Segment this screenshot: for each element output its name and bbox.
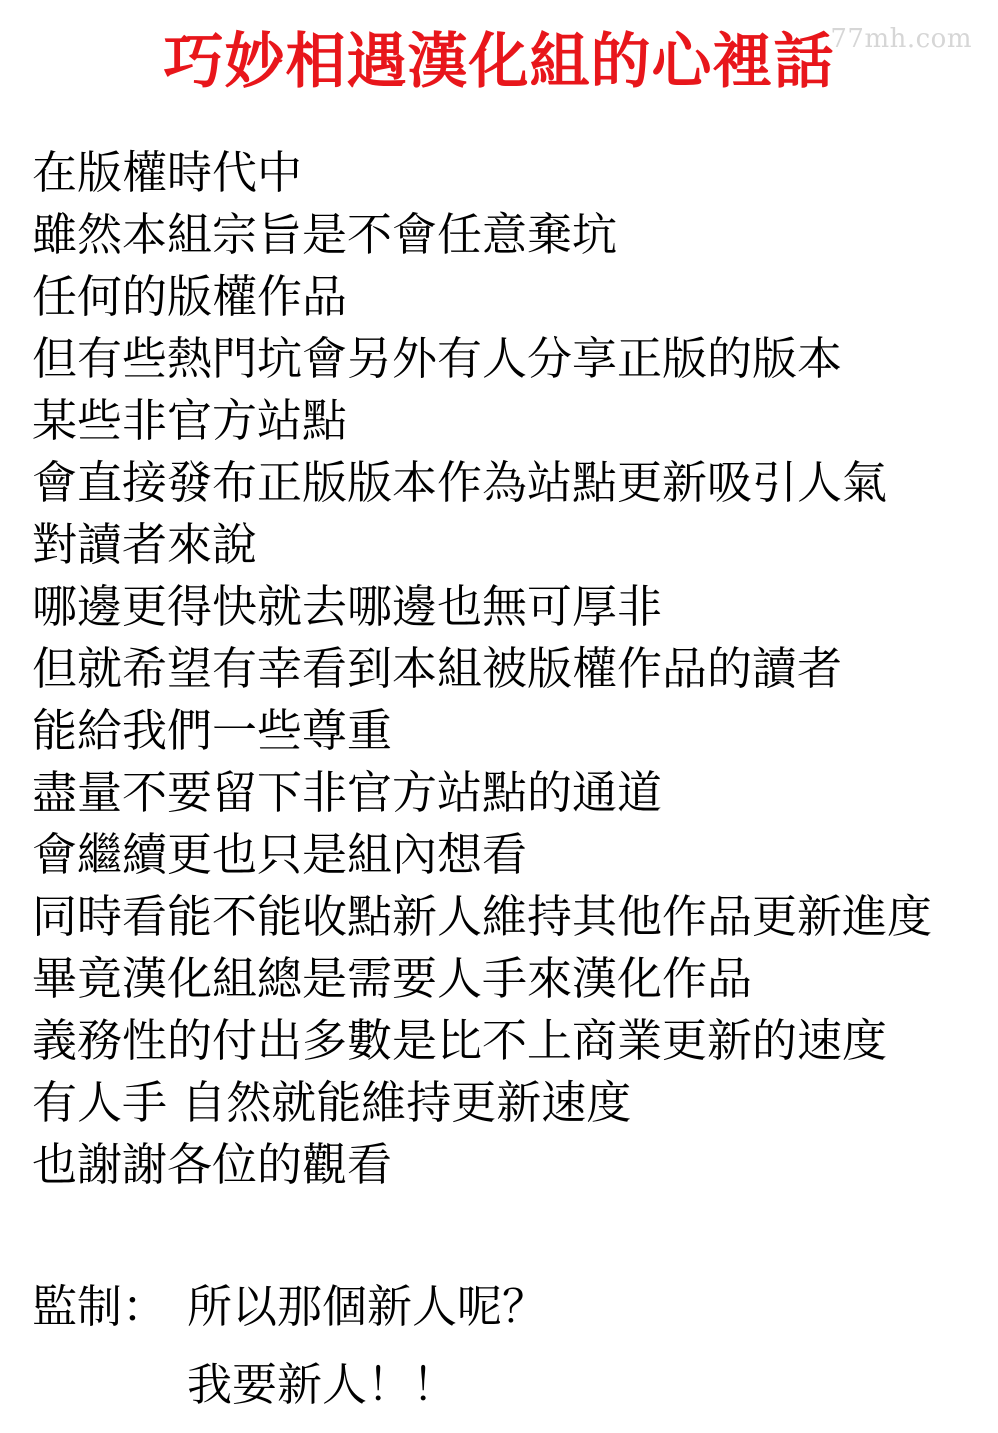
message-line: 有人手 自然就能維持更新速度 [32, 1076, 632, 1129]
dialog-row [32, 1346, 972, 1424]
message-line: 哪邊更得快就去哪邊也無可厚非 [32, 580, 663, 633]
message-line: 對讀者來說 [32, 518, 258, 571]
dialog-line: 我要新人！！ [187, 1358, 458, 1411]
message-line: 會繼續更也只是組內想看 [32, 828, 528, 881]
dialog-line: 所以那個新人呢？ [187, 1280, 548, 1333]
message-line: 在版權時代中 [32, 146, 303, 199]
watermark: 77mh.com [830, 24, 972, 54]
message-line: 同時看能不能收點新人維持其他作品更新進度 [32, 890, 933, 943]
message-line: 某些非官方站點 [32, 394, 348, 447]
message-line: 畢竟漢化組總是需要人手來漢化作品 [32, 952, 753, 1005]
speaker-label: 監制： [32, 1280, 168, 1333]
message-line: 能給我們一些尊重 [32, 704, 393, 757]
message-line: 義務性的付出多數是比不上商業更新的速度 [32, 1014, 888, 1067]
page-title: 巧妙相遇漢化組的心裡話 [163, 27, 835, 97]
dialog-row [32, 1268, 972, 1346]
supervisor-dialog [32, 1268, 972, 1424]
message-line: 也謝謝各位的觀看 [32, 1138, 393, 1191]
message-line: 會直接發布正版版本作為站點更新吸引人氣 [32, 456, 888, 509]
message-line: 任何的版權作品 [32, 270, 348, 323]
message-line: 盡量不要留下非官方站點的通道 [32, 766, 663, 819]
message-line: 但就希望有幸看到本組被版權作品的讀者 [32, 642, 843, 695]
message-body [32, 142, 982, 1196]
message-line: 但有些熱門坑會另外有人分享正版的版本 [32, 332, 843, 385]
message-line: 雖然本組宗旨是不會任意棄坑 [32, 208, 618, 261]
